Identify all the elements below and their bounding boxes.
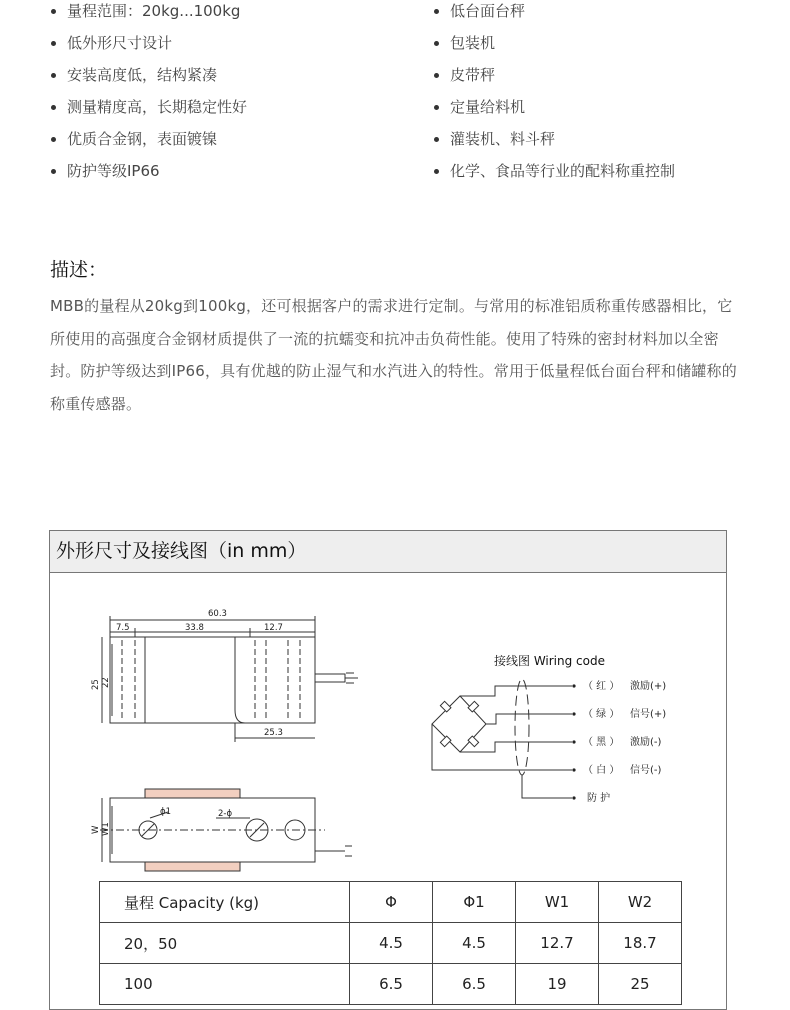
spec-table — [99, 881, 682, 1005]
wiring-title: 接线图 Wiring code — [494, 654, 605, 668]
table-cell: 6.5 — [433, 964, 516, 1005]
feature-item: 量程范围：20kg...100kg — [51, 0, 247, 32]
sensor-body-outline — [110, 637, 315, 723]
shield — [515, 679, 529, 775]
panel-title: 外形尺寸及接线图（in mm） — [50, 531, 726, 573]
dim-total-length: 60.3 — [208, 609, 227, 619]
column-header: W2 — [599, 882, 682, 923]
wire-label: 信号(-) — [630, 765, 662, 776]
table-cell: 12.7 — [516, 923, 599, 964]
feature-item: 优质合金钢，表面镀镍 — [51, 128, 247, 160]
dim-right: 12.7 — [264, 623, 283, 633]
dim-hole-1: ϕ1 — [160, 807, 172, 817]
column-header: Φ1 — [433, 882, 516, 923]
wire-label: 激励(-) — [630, 737, 662, 748]
description-text: MBB的量程从20kg到100kg，还可根据客户的需求进行定制。与常用的标准铝质称重传感器相比，它所使用的高强度合金钢材质提供了一流的抗蠕变和抗冲击负荷性能。使用了特殊的密封材料加以全密封。防护等级达到IP66，具有优越的防止湿气和水汽进入的特性。常用于低量程低台面台秤和储罐称的称重传感器。 — [50, 297, 737, 413]
wire-label: 信号(+) — [630, 709, 667, 720]
dim-width-1: W1 — [101, 822, 111, 836]
application-item: 低台面台秤 — [434, 0, 675, 32]
dim-width: W — [91, 825, 101, 834]
features-list — [51, 0, 247, 192]
column-header: 量程 Capacity (kg) — [100, 882, 350, 923]
dim-middle: 33.8 — [185, 623, 204, 633]
table-cell: 18.7 — [599, 923, 682, 964]
dim-hole-2: 2-ϕ — [218, 809, 233, 819]
table-cell: 25 — [599, 964, 682, 1005]
side-view — [102, 616, 358, 742]
wire-color: （ 绿 ） — [583, 709, 620, 720]
dimension-drawing — [50, 572, 726, 872]
column-header: Φ — [350, 882, 433, 923]
application-item: 灌装机、料斗秤 — [434, 128, 675, 160]
application-item: 化学、食品等行业的配料称重控制 — [434, 160, 675, 192]
dimensions-panel — [49, 530, 727, 1010]
application-item: 皮带秤 — [434, 64, 675, 96]
table-cell: 4.5 — [350, 923, 433, 964]
bottom-gauge-cover — [145, 862, 240, 871]
column-header: W1 — [516, 882, 599, 923]
table-row — [100, 964, 682, 1005]
cable-gland — [315, 674, 345, 682]
dim-height-outer: 25 — [91, 679, 101, 690]
table-cell: 19 — [516, 964, 599, 1005]
applications-list — [434, 0, 675, 192]
application-item: 定量给料机 — [434, 96, 675, 128]
dim-left: 7.5 — [116, 623, 130, 633]
wire-label: 激励(+) — [630, 681, 667, 692]
dim-height-inner: 22 — [101, 677, 111, 688]
table-cell: 100 — [100, 964, 350, 1005]
wire-color: （ 黑 ） — [583, 737, 620, 748]
feature-item: 安装高度低，结构紧凑 — [51, 64, 247, 96]
table-row — [100, 923, 682, 964]
dim-bottom: 25.3 — [264, 728, 283, 738]
sensor-slot — [145, 637, 245, 723]
table-header-row — [100, 882, 682, 923]
wiring-diagram — [432, 653, 666, 804]
shield-label: 防 护 — [587, 793, 611, 804]
description-heading: 描述： — [50, 259, 108, 281]
top-view — [100, 789, 352, 871]
table-cell: 6.5 — [350, 964, 433, 1005]
top-gauge-cover — [145, 789, 240, 798]
feature-item: 低外形尺寸设计 — [51, 32, 247, 64]
wire-color: （ 白 ） — [583, 765, 620, 776]
table-cell: 4.5 — [433, 923, 516, 964]
feature-item: 测量精度高，长期稳定性好 — [51, 96, 247, 128]
application-item: 包装机 — [434, 32, 675, 64]
wire-color: （ 红 ） — [583, 681, 620, 692]
feature-item: 防护等级IP66 — [51, 160, 247, 192]
table-cell: 20，50 — [100, 923, 350, 964]
